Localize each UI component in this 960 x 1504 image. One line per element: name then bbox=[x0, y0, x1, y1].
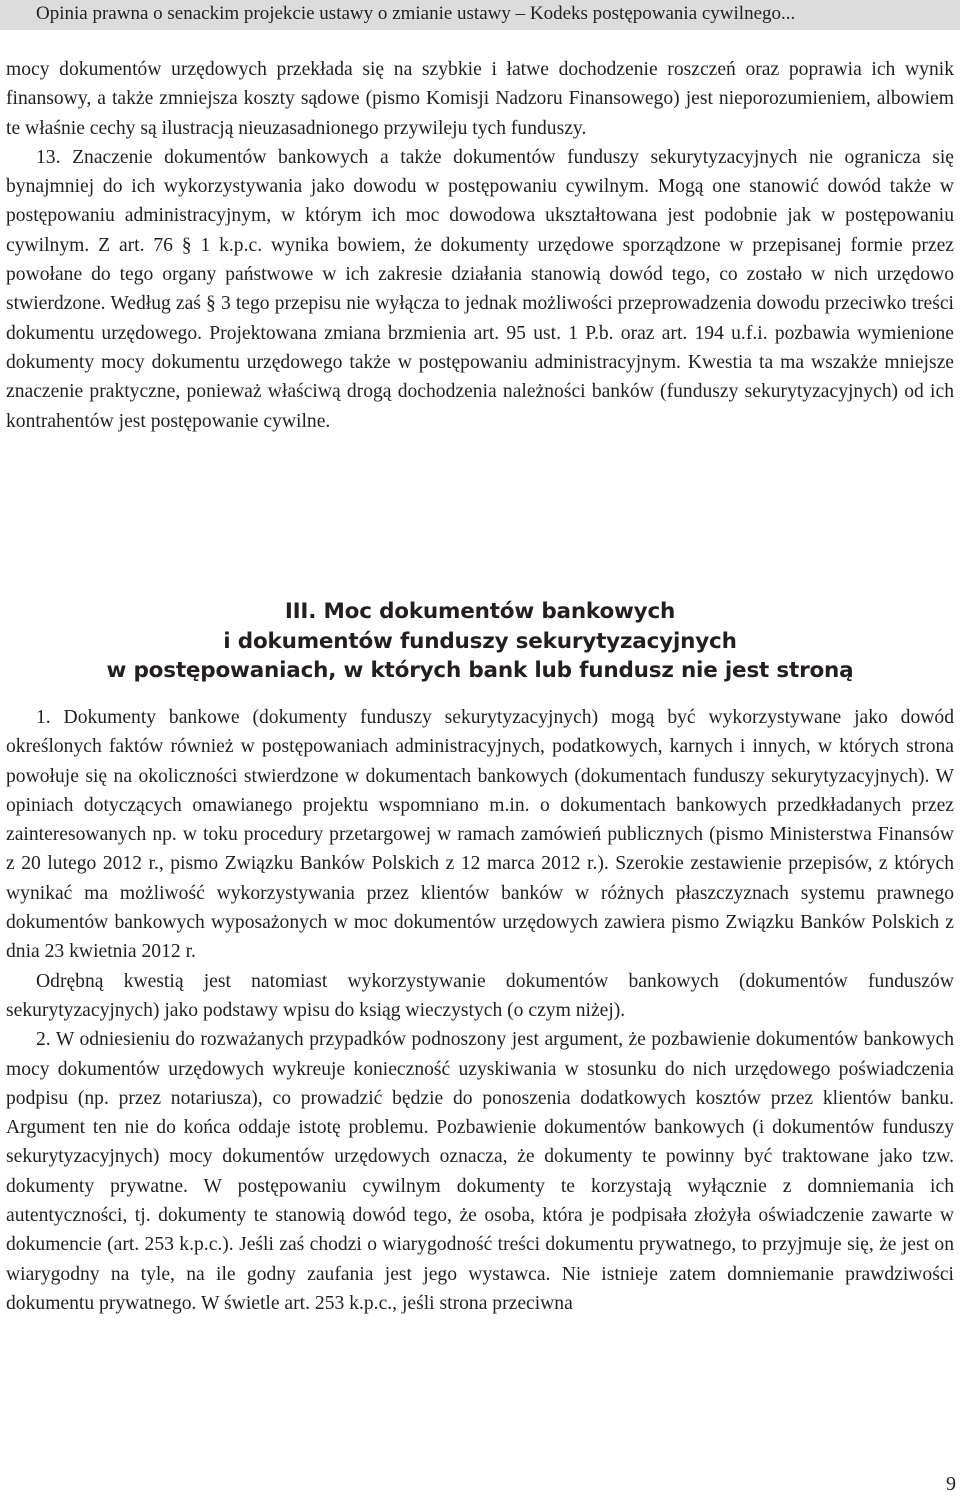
paragraph-continuation: mocy dokumentów urzędowych przekłada się na szybkie i łatwe dochodzenie roszczeń oraz poprawia ich wynik finansowy, a także zmniejsza koszty sądowe (pismo Komisji Nadzoru Finansowego) jest nieporozumieniem, albowiem te właśnie cechy są ilustracją nieuzasadnionego przywileju tych funduszy. bbox=[6, 59, 954, 139]
section-heading bbox=[6, 597, 954, 686]
section-heading-line-2: i dokumentów funduszy sekurytyzacyjnych bbox=[223, 628, 737, 654]
paragraph-separate-issue: Odrębną kwestią jest natomiast wykorzystywanie dokumentów bankowych (dokumentów funduszów sekurytyzacyjnych) jako podstawy wpisu do ksiąg wieczystych (o czym niżej). bbox=[6, 970, 954, 1021]
top-text-block bbox=[6, 55, 954, 436]
section-heading-line-3: w postępowaniach, w których bank lub fundusz nie jest stroną bbox=[106, 658, 854, 684]
paragraph-1: 1. Dokumenty bankowe (dokumenty funduszy sekurytyzacyjnych) mogą być wykorzystywane jako dowód określonych faktów również w postępowaniach administracyjnych, podatkowych, karnych i innych, w których strona powołuje się na okoliczności stwierdzone w dokumentach bankowych (dokumentach funduszy sekurytyzacyjnych). W opiniach dotyczących omawianego projektu wspomniano m.in. o dokumentach bankowych przedkładanych przez zainteresowanych np. w toku procedury przetargowej w ramach zamówień publicznych (pismo Ministerstwa Finansów z 20 lutego 2012 r., pismo Związku Banków Polskich z 12 marca 2012 r.). Szerokie zestawienie przepisów, z których wynikać ma możliwość wykorzystywania przez klientów banków w różnych płaszczyznach systemu prawnego dokumentów bankowych wyposażonych w moc dokumentów urzędowych zawiera pismo Związku Banków Polskich z dnia 23 kwietnia 2012 r. bbox=[6, 707, 954, 963]
paragraph-2: 2. W odniesieniu do rozważanych przypadków podnoszony jest argument, że pozbawienie dokumentów bankowych mocy dokumentów urzędowych wykreuje konieczność uzyskiwania w stosunku do nich urzędowego poświadczenia podpisu (np. przez notariusza), co prowadzić będzie do ponoszenia dodatkowych kosztów przez klientów banku. Argument ten nie do końca oddaje istotę problemu. Pozbawienie dokumentów bankowych (i dokumentów funduszy sekurytyzacyjnych) mocy dokumentów urzędowych oznacza, że dokumenty te powinny być traktowane jako tzw. dokumenty prywatne. W postępowaniu cywilnym dokumenty te korzystają wyłącznie z domniemania ich autentyczności, tj. dokumenty te stanowią dowód tego, że osoba, która je podpisała złożyła oświadczenie zawarte w dokumencie (art. 253 k.p.c.). Jeśli zaś chodzi o wiarygodność treści dokumentu prywatnego, to przyjmuje się, że jest on wiarygodny na tyle, na ile godny zaufania jest jego wystawca. Nie istnieje zatem domniemanie prawdziwości dokumentu prywatnego. W świetle art. 253 k.p.c., jeśli strona przeciwna bbox=[6, 1029, 954, 1314]
running-header bbox=[0, 0, 960, 30]
running-header-title: Opinia prawna o senackim projekcie ustawy o zmianie ustawy – Kodeks postępowania cywilnego... bbox=[36, 3, 796, 24]
page-number: 9 bbox=[946, 1473, 956, 1495]
section-text-block bbox=[6, 703, 954, 1318]
section-heading-line-1: III. Moc dokumentów bankowych bbox=[284, 599, 676, 624]
paragraph-13: 13. Znaczenie dokumentów bankowych a także dokumentów funduszy sekurytyzacyjnych nie ogranicza się bynajmniej do ich wykorzystywania jako dowodu w postępowaniu cywilnym. Mogą one stanowić dowód także w postępowaniu administracyjnym, w którym ich moc dowodowa ukształtowana jest podobnie jak w postępowaniu cywilnym. Z art. 76 § 1 k.p.c. wynika bowiem, że dokumenty urzędowe sporządzone w przepisanej formie przez powołane do tego organy państwowe w ich zakresie działania stanowią dowód tego, co zostało w nich urzędowo stwierdzone. Według zaś § 3 tego przepisu nie wyłącza to jednak możliwości przeprowadzenia dowodu przeciwko treści dokumentu urzędowego. Projektowana zmiana brzmienia art. 95 ust. 1 P.b. oraz art. 194 u.f.i. pozbawia wymienione dokumenty mocy dokumentu urzędowego także w postępowaniu administracyjnym. Kwestia ta ma wszakże mniejsze znaczenie praktyczne, ponieważ właściwą drogą dochodzenia należności banków (funduszy sekurytyzacyjnych) od ich kontrahentów jest postępowanie cywilne. bbox=[6, 146, 954, 432]
